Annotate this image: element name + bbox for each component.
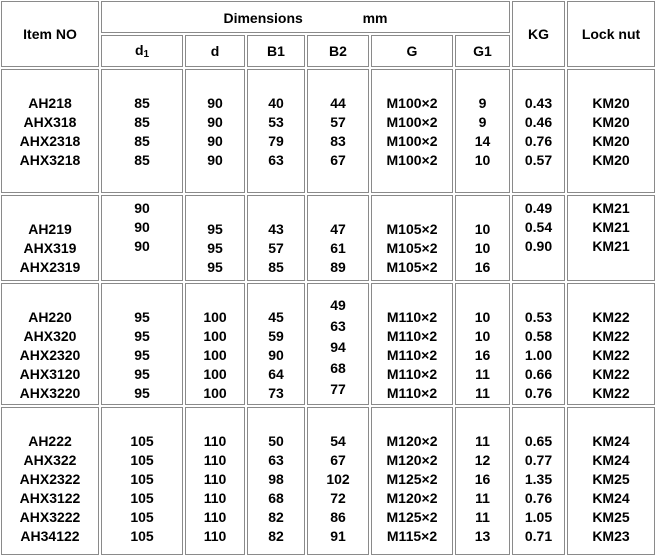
table-cell: 0.57 <box>524 152 553 168</box>
table-cell: KM21 <box>592 219 630 235</box>
header-b1-label: B1 <box>267 43 285 59</box>
table-cell: M100×2 <box>386 133 438 149</box>
table-cell: 72 <box>330 490 346 506</box>
table-cell: 110 <box>203 471 227 487</box>
group-1-b1-cell <box>247 69 305 193</box>
group-2-g-cell <box>371 195 453 281</box>
group-3-kg-cell <box>512 283 565 405</box>
table-cell: 11 <box>475 433 490 449</box>
table-cell: KM20 <box>592 152 630 168</box>
group-2-lock-nut-cell <box>567 195 655 281</box>
header-dimensions-label: Dimensions <box>223 10 303 26</box>
table-cell: 16 <box>474 471 491 487</box>
table-cell: M110×2 <box>386 309 438 325</box>
header-kg-label: KG <box>528 26 549 42</box>
table-cell: KM24 <box>592 433 630 449</box>
group-1-d-cell <box>185 69 245 193</box>
group-4-d1-cell <box>101 407 183 555</box>
table-cell: 79 <box>268 133 284 149</box>
table-cell: 85 <box>268 259 284 275</box>
table-cell: 9 <box>478 95 487 111</box>
table-cell: 0.76 <box>524 490 553 506</box>
header-lock-nut-label: Lock nut <box>581 26 641 42</box>
table-cell: 16 <box>474 259 491 275</box>
group-3-item-no-cell <box>1 283 99 405</box>
group-1-item-no-cell <box>1 69 99 193</box>
table-cell: 77 <box>330 381 346 397</box>
header-unit-label: mm <box>362 10 388 26</box>
table-cell: 90 <box>207 133 223 149</box>
table-cell: 0.90 <box>524 238 553 254</box>
table-cell: 105 <box>130 452 154 468</box>
group-3-b1-cell <box>247 283 305 405</box>
table-cell: KM24 <box>592 452 630 468</box>
table-cell: 105 <box>130 490 154 506</box>
table-cell: 90 <box>207 152 223 168</box>
table-cell: M110×2 <box>386 366 438 382</box>
table-cell: AHX3120 <box>19 366 81 382</box>
group-2-b2-cell <box>307 195 369 281</box>
group-1-g1-cell <box>455 69 510 193</box>
table-cell: 85 <box>134 95 150 111</box>
table-cell: AHX319 <box>23 240 77 256</box>
table-cell: 47 <box>330 221 346 237</box>
group-4-b2-cell <box>307 407 369 555</box>
group-2-kg-cell <box>512 195 565 281</box>
header-g-label: G <box>406 43 418 59</box>
table-cell: 44 <box>330 95 346 111</box>
table-cell: 0.54 <box>524 219 553 235</box>
table-cell: 68 <box>268 490 284 506</box>
table-cell: 83 <box>330 133 346 149</box>
table-cell: AHX320 <box>23 328 77 344</box>
table-cell: 100 <box>203 385 227 401</box>
header-kg <box>512 1 565 67</box>
table-cell: KM22 <box>592 366 630 382</box>
group-3-d1-cell <box>101 283 183 405</box>
table-cell: 0.76 <box>524 385 553 401</box>
table-cell: 0.71 <box>524 528 553 544</box>
group-1-g-cell <box>371 69 453 193</box>
table-cell: 100 <box>203 309 227 325</box>
table-cell: 86 <box>330 509 346 525</box>
table-cell: M120×2 <box>386 433 438 449</box>
table-cell: 1.05 <box>524 509 553 525</box>
table-cell: AHX3218 <box>19 152 81 168</box>
table-cell: 1.35 <box>524 471 553 487</box>
table-cell: 13 <box>474 528 491 544</box>
table-cell: AH220 <box>28 309 72 325</box>
table-cell: M105×2 <box>386 221 438 237</box>
table-cell: 68 <box>330 360 346 376</box>
table-cell: 53 <box>268 114 284 130</box>
table-cell: 90 <box>207 95 223 111</box>
table-cell: M115×2 <box>386 528 438 544</box>
table-cell: 10 <box>474 309 491 325</box>
group-3-d-cell <box>185 283 245 405</box>
table-cell: 95 <box>134 385 150 401</box>
table-cell: 50 <box>268 433 284 449</box>
header-g1-label: G1 <box>473 43 492 59</box>
table-cell: 110 <box>203 509 227 525</box>
table-cell: 40 <box>268 95 284 111</box>
table-cell: M125×2 <box>386 471 438 487</box>
table-cell: AH222 <box>28 433 72 449</box>
group-2-b1-cell <box>247 195 305 281</box>
header-lock-nut <box>567 1 655 67</box>
header-d1 <box>101 35 183 67</box>
header-b1 <box>247 35 305 67</box>
table-cell: 67 <box>330 152 346 168</box>
table-cell: 95 <box>207 221 223 237</box>
group-1-lock-nut-cell <box>567 69 655 193</box>
table-cell: 12 <box>474 452 491 468</box>
table-cell: 91 <box>330 528 346 544</box>
table-cell: 0.76 <box>524 133 553 149</box>
header-g1 <box>455 35 510 67</box>
group-3-g1-cell <box>455 283 510 405</box>
table-cell: 95 <box>134 309 150 325</box>
table-cell: 9 <box>478 114 487 130</box>
table-cell: AHX3222 <box>19 509 81 525</box>
table-cell: KM23 <box>592 528 630 544</box>
table-cell: M100×2 <box>386 114 438 130</box>
table-cell: 110 <box>203 490 227 506</box>
table-cell: 105 <box>130 433 154 449</box>
table-cell: KM20 <box>592 114 630 130</box>
group-3-g-cell <box>371 283 453 405</box>
table-cell: AH34122 <box>20 528 80 544</box>
table-cell: 10 <box>474 328 491 344</box>
table-cell: 10 <box>474 240 491 256</box>
table-cell: M100×2 <box>386 95 438 111</box>
table-cell: AHX3122 <box>19 490 81 506</box>
table-cell: 90 <box>134 219 150 235</box>
table-cell: 90 <box>207 114 223 130</box>
group-4-g1-cell <box>455 407 510 555</box>
table-cell: 0.53 <box>524 309 553 325</box>
table-cell: 100 <box>203 328 227 344</box>
table-cell: 85 <box>134 114 150 130</box>
table-cell: 63 <box>268 152 284 168</box>
table-cell: 43 <box>268 221 284 237</box>
table-cell: 102 <box>326 471 350 487</box>
table-cell: 1.00 <box>524 347 553 363</box>
table-cell: 89 <box>330 259 346 275</box>
table-cell: M100×2 <box>386 152 438 168</box>
table-cell: AHX318 <box>23 114 77 130</box>
table-cell: AH218 <box>28 95 72 111</box>
header-b2-label: B2 <box>329 43 347 59</box>
table-cell: 82 <box>268 528 284 544</box>
table-cell: 49 <box>330 297 346 313</box>
table-cell: 0.58 <box>524 328 553 344</box>
table-cell: KM22 <box>592 385 630 401</box>
table-cell: KM20 <box>592 133 630 149</box>
table-cell: 45 <box>268 309 284 325</box>
header-g <box>371 35 453 67</box>
group-4-b1-cell <box>247 407 305 555</box>
table-cell: M105×2 <box>386 240 438 256</box>
group-4-lock-nut-cell <box>567 407 655 555</box>
table-cell: 54 <box>330 433 346 449</box>
table-cell: M120×2 <box>386 490 438 506</box>
table-cell: 110 <box>203 528 227 544</box>
table-cell: 98 <box>268 471 284 487</box>
table-cell: 0.46 <box>524 114 553 130</box>
table-cell: AHX2318 <box>19 133 81 149</box>
table-cell: 90 <box>134 200 150 216</box>
table-cell: 85 <box>134 133 150 149</box>
table-cell: AH219 <box>28 221 72 237</box>
table-cell: 110 <box>203 433 227 449</box>
table-cell: 95 <box>134 366 150 382</box>
table-cell: 63 <box>330 318 346 334</box>
table-cell: 11 <box>475 385 490 401</box>
table-cell: 11 <box>475 366 490 382</box>
table-cell: KM25 <box>592 509 630 525</box>
table-cell: 95 <box>207 240 223 256</box>
header-item-no-label: Item NO <box>23 26 77 42</box>
table-cell: M120×2 <box>386 452 438 468</box>
table-cell: KM21 <box>592 238 630 254</box>
table-cell: M105×2 <box>386 259 438 275</box>
header-d1-subscript: 1 <box>143 49 150 60</box>
table-cell: KM24 <box>592 490 630 506</box>
table-cell: M110×2 <box>386 328 438 344</box>
group-2-item-no-cell <box>1 195 99 281</box>
table-cell: 0.66 <box>524 366 553 382</box>
group-4-item-no-cell <box>1 407 99 555</box>
group-4-kg-cell <box>512 407 565 555</box>
group-1-kg-cell <box>512 69 565 193</box>
table-cell: 82 <box>268 509 284 525</box>
table-cell: 105 <box>130 528 154 544</box>
table-cell: KM21 <box>592 200 630 216</box>
table-cell: 105 <box>130 471 154 487</box>
table-cell: M110×2 <box>386 385 438 401</box>
table-cell: 14 <box>474 133 491 149</box>
table-cell: 73 <box>268 385 284 401</box>
group-3-b2-cell <box>307 283 369 405</box>
table-cell: M125×2 <box>386 509 438 525</box>
group-3-lock-nut-cell <box>567 283 655 405</box>
table-cell: KM22 <box>592 309 630 325</box>
header-b2 <box>307 35 369 67</box>
table-cell: 94 <box>330 339 346 355</box>
table-cell: 67 <box>330 452 346 468</box>
table-cell: AHX2319 <box>19 259 81 275</box>
table-cell: 110 <box>203 452 227 468</box>
table-cell: 0.77 <box>524 452 553 468</box>
group-2-d-cell <box>185 195 245 281</box>
table-cell: 0.49 <box>524 200 553 216</box>
table-cell: 95 <box>134 328 150 344</box>
table-cell: 57 <box>330 114 346 130</box>
table-cell: 11 <box>475 509 490 525</box>
header-d1-label: d1 <box>134 42 150 60</box>
table-cell: 64 <box>268 366 284 382</box>
table-cell: AHX2322 <box>19 471 81 487</box>
table-cell: 100 <box>203 347 227 363</box>
group-4-g-cell <box>371 407 453 555</box>
table-cell: 10 <box>474 221 491 237</box>
table-cell: 59 <box>268 328 284 344</box>
table-cell: 57 <box>268 240 284 256</box>
group-2-d1-cell <box>101 195 183 281</box>
header-d <box>185 35 245 67</box>
table-cell: 10 <box>474 152 491 168</box>
table-cell: KM20 <box>592 95 630 111</box>
table-cell: 90 <box>134 238 150 254</box>
table-cell: KM22 <box>592 347 630 363</box>
table-cell: AHX322 <box>23 452 77 468</box>
group-1-d1-cell <box>101 69 183 193</box>
group-1-b2-cell <box>307 69 369 193</box>
header-d-label: d <box>210 43 220 59</box>
table-cell: 0.43 <box>524 95 553 111</box>
table-cell: 90 <box>268 347 284 363</box>
group-4-d-cell <box>185 407 245 555</box>
table-cell: KM22 <box>592 328 630 344</box>
table-cell: 0.65 <box>524 433 553 449</box>
table-cell: 11 <box>475 490 490 506</box>
table-cell: M110×2 <box>386 347 438 363</box>
table-cell: 95 <box>134 347 150 363</box>
table-cell: 105 <box>130 509 154 525</box>
table-cell: 63 <box>268 452 284 468</box>
table-cell: 16 <box>474 347 491 363</box>
group-2-g1-cell <box>455 195 510 281</box>
table-cell: KM25 <box>592 471 630 487</box>
table-cell: 85 <box>134 152 150 168</box>
table-cell: 100 <box>203 366 227 382</box>
header-dimensions <box>101 1 510 33</box>
table-cell: 95 <box>207 259 223 275</box>
table-cell: 61 <box>330 240 346 256</box>
table-cell: AHX3220 <box>19 385 81 401</box>
table-cell: AHX2320 <box>19 347 81 363</box>
header-item-no <box>1 1 99 67</box>
